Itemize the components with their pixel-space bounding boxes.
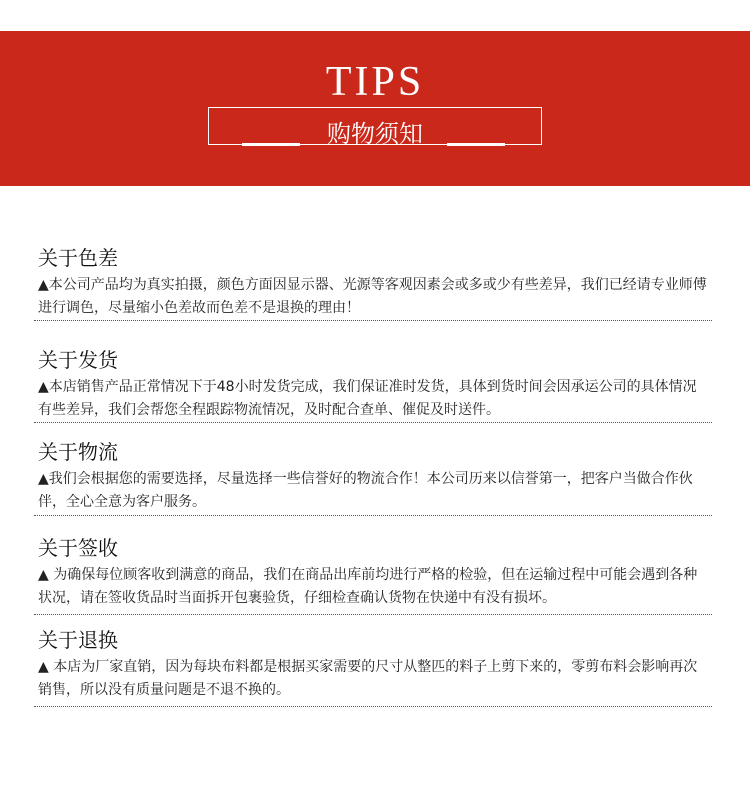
section-body: ▲本公司产品均为真实拍摄，颜色方面因显示器、光源等客观因素会或多或少有些差异，我们已经请专业师傅进行调色，尽量缩小色差故而色差不是退换的理由！ [38, 277, 707, 316]
section-returns [38, 627, 710, 702]
section-title: 关于发货 [38, 348, 118, 372]
section-divider [34, 614, 712, 615]
section-body: ▲ 本店为厂家直销，因为每块布料都是根据买家需要的尺寸从整匹的料子上剪下来的，零剪布料会影响再次销售，所以没有质量问题是不退不换的。 [38, 659, 698, 698]
section-body: ▲我们会根据您的需要选择，尽量选择一些信誉好的物流合作！本公司历来以信誉第一，把客户当做合作伙伴，全心全意为客户服务。 [38, 471, 693, 510]
section-title: 关于物流 [38, 440, 118, 464]
section-divider [34, 706, 712, 707]
subtitle-dash-right [447, 143, 505, 146]
section-receipt [38, 535, 710, 610]
section-color-difference [38, 245, 710, 320]
section-shipping [38, 347, 710, 422]
section-divider [34, 320, 712, 321]
subtitle-heading: 购物须知 [327, 120, 423, 148]
subtitle-dash-left [242, 143, 300, 146]
section-divider [34, 515, 712, 516]
section-title: 关于色差 [38, 246, 118, 270]
section-title: 关于签收 [38, 536, 118, 560]
section-divider [34, 422, 712, 423]
tips-heading: TIPS [325, 59, 425, 105]
section-logistics [38, 439, 710, 514]
section-body: ▲本店销售产品正常情况下于48小时发货完成，我们保证准时发货，具体到货时间会因承运公司的具体情况有些差异，我们会帮您全程跟踪物流情况，及时配合查单、催促及时送件。 [38, 379, 697, 418]
section-body: ▲ 为确保每位顾客收到满意的商品，我们在商品出库前均进行严格的检验，但在运输过程中可能会遇到各种状况，请在签收货品时当面拆开包裹验货，仔细检查确认货物在快递中有没有损坏。 [38, 567, 698, 606]
section-title: 关于退换 [38, 628, 118, 652]
